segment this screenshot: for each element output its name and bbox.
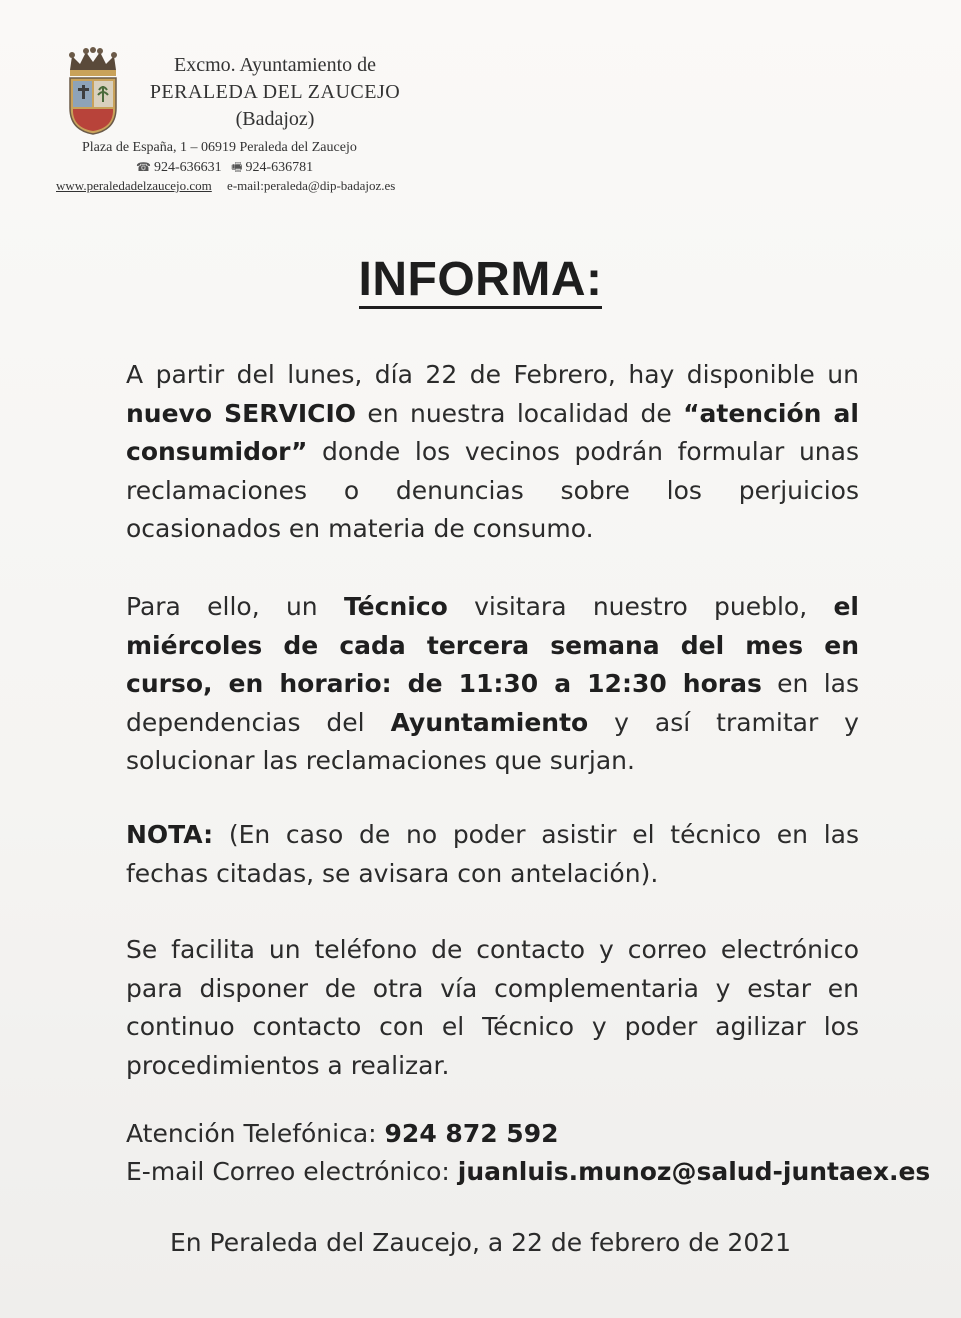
coat-of-arms-icon bbox=[62, 46, 124, 138]
phone-number: 924-636631 bbox=[153, 160, 222, 175]
bold-run: Técnico bbox=[343, 592, 448, 621]
website-link[interactable]: www.peraledadelzaucejo.com bbox=[56, 178, 212, 193]
signature-line: En Peraleda del Zaucejo, a 22 de febrero de 2021 bbox=[169, 1228, 792, 1257]
contact-phone bbox=[126, 1115, 559, 1153]
fax-number: 924-636781 bbox=[245, 160, 314, 175]
contact-email bbox=[126, 1153, 930, 1191]
bold-run: nuevo SERVICIO bbox=[126, 398, 357, 428]
text-run: Para ello, un bbox=[126, 592, 344, 621]
phone-label: Atención Telefónica: bbox=[126, 1119, 385, 1148]
phone-value[interactable]: 924 872 592 bbox=[384, 1119, 559, 1148]
text-run: y así tramitar y solucionar las reclamaciones que surjan. bbox=[126, 707, 859, 775]
paragraph-service bbox=[126, 356, 859, 549]
paragraph-schedule bbox=[126, 588, 859, 781]
text-run: donde los vecinos podrán formular unas reclamaciones o denuncias sobre los perjuicios ocasionados en materia de consumo. bbox=[126, 437, 859, 543]
text-run: (En caso de no poder asistir el técnico en las fechas citadas, se avisara con antelación). bbox=[126, 820, 859, 888]
page-title bbox=[0, 252, 961, 307]
heading-text: INFORMA: bbox=[359, 253, 603, 309]
bold-run: Ayuntamiento bbox=[390, 707, 589, 737]
org-line-3: (Badajoz) bbox=[235, 108, 315, 130]
letterhead-email[interactable]: e-mail:peraleda@dip-badajoz.es bbox=[227, 178, 396, 193]
paragraph-contact-info: Se facilita un teléfono de contacto y correo electrónico para disponer de otra vía complementaria y estar en continuo contacto con el Técnico y poder agilizar los procedimientos a realizar. bbox=[126, 935, 859, 1080]
org-line-2: PERALEDA DEL ZAUCEJO bbox=[149, 81, 401, 103]
phone-icon: ☎ bbox=[136, 160, 151, 174]
organization-name bbox=[130, 52, 420, 133]
web-email-line bbox=[56, 178, 395, 194]
bold-run: el miércoles de cada tercera semana del mes en curso, en horario: de 11:30 a 12:30 horas bbox=[126, 592, 859, 698]
fax-icon: 🖷 bbox=[231, 160, 243, 174]
text-run: A partir del lunes, día 22 de Febrero, hay disponible un bbox=[126, 360, 859, 389]
email-value[interactable]: juanluis.munoz@salud-juntaex.es bbox=[457, 1157, 931, 1186]
text-run: visitara nuestro pueblo, bbox=[447, 592, 834, 621]
bold-run: “atención al consumidor” bbox=[126, 398, 859, 466]
text-run: en las dependencias del bbox=[126, 669, 859, 737]
paragraph-note bbox=[126, 816, 859, 893]
note-label: NOTA: bbox=[126, 820, 214, 849]
phone-fax-line bbox=[136, 158, 313, 179]
email-label: E-mail Correo electrónico: bbox=[126, 1157, 458, 1186]
address: Plaza de España, 1 – 06919 Peraleda del Zaucejo bbox=[82, 140, 357, 155]
org-line-1: Excmo. Ayuntamiento de bbox=[173, 54, 376, 76]
text-run: en nuestra localidad de bbox=[356, 398, 684, 428]
